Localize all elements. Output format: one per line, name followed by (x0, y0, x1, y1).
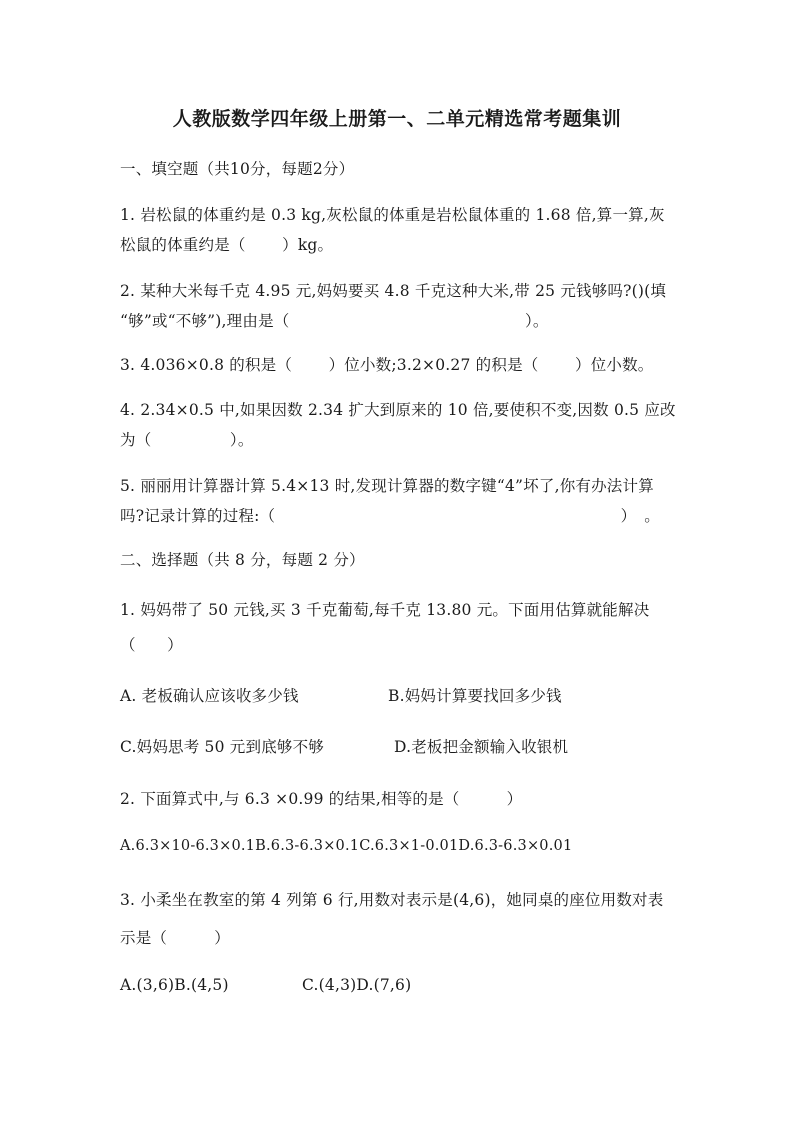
s1-q4-line1: 4. 2.34×0.5 中,如果因数 2.34 扩大到原来的 10 倍,要使积不变,因数 0.5 应改 (120, 401, 676, 419)
s1-q5-line1: 5. 丽丽用计算器计算 5.4×13 时,发现计算器的数字键“4”坏了,你有办法计算 (120, 477, 654, 495)
s2-q1-option-c: C.妈妈思考 50 元到底够不够 (120, 738, 325, 756)
s2-q1-option-b: B.妈妈计算要找回多少钱 (388, 687, 562, 705)
s2-q3-line2: 示是（ ） (120, 929, 230, 947)
s2-q2-options: A.6.3×10-6.3×0.1B.6.3-6.3×0.1C.6.3×1-0.01D.6.3-6.3×0.01 (120, 838, 573, 854)
section2-heading: 二、选择题（共 8 分，每题 2 分） (120, 551, 365, 569)
section1-heading: 一、填空题（共10分，每题2分） (120, 160, 355, 178)
page-title: 人教版数学四年级上册第一、二单元精选常考题集训 (172, 108, 622, 130)
s2-q3-options-cd: C.(4,3)D.(7,6) (302, 976, 412, 994)
s2-q1-option-d: D.老板把金额输入收银机 (394, 738, 569, 756)
s1-q1-line2: 松鼠的体重约是（ ）kg。 (120, 236, 334, 254)
s1-q3-line1: 3. 4.036×0.8 的积是（ ）位小数;3.2×0.27 的积是（ ）位小数。 (120, 356, 654, 374)
s2-q1-line2: （ ） (120, 636, 183, 654)
s1-q1-line1: 1. 岩松鼠的体重约是 0.3 kg,灰松鼠的体重是岩松鼠体重的 1.68 倍,算一算,灰 (120, 206, 665, 224)
s2-q3-line1: 3. 小柔坐在教室的第 4 列第 6 行,用数对表示是(4,6)，她同桌的座位用数对表 (120, 891, 664, 909)
s1-q2-line1: 2. 某种大米每千克 4.95 元,妈妈要买 4.8 千克这种大米,带 25 元钱够吗?()(填 (120, 282, 667, 300)
s2-q1-option-a: A. 老板确认应该收多少钱 (120, 687, 299, 705)
s2-q1-line1: 1. 妈妈带了 50 元钱,买 3 千克葡萄,每千克 13.80 元。下面用估算就能解决 (120, 601, 650, 619)
s1-q5-line2: 吗?记录计算的过程:（ ） 。 (120, 507, 660, 525)
s2-q3-options-ab: A.(3,6)B.(4,5) (120, 976, 229, 994)
s2-q2-line1: 2. 下面算式中,与 6.3 ×0.99 的结果,相等的是（ ） (120, 790, 523, 808)
s1-q2-line2: “够”或“不够”),理由是（ ）。 (120, 312, 549, 330)
s1-q4-line2: 为（ ）。 (120, 431, 254, 449)
